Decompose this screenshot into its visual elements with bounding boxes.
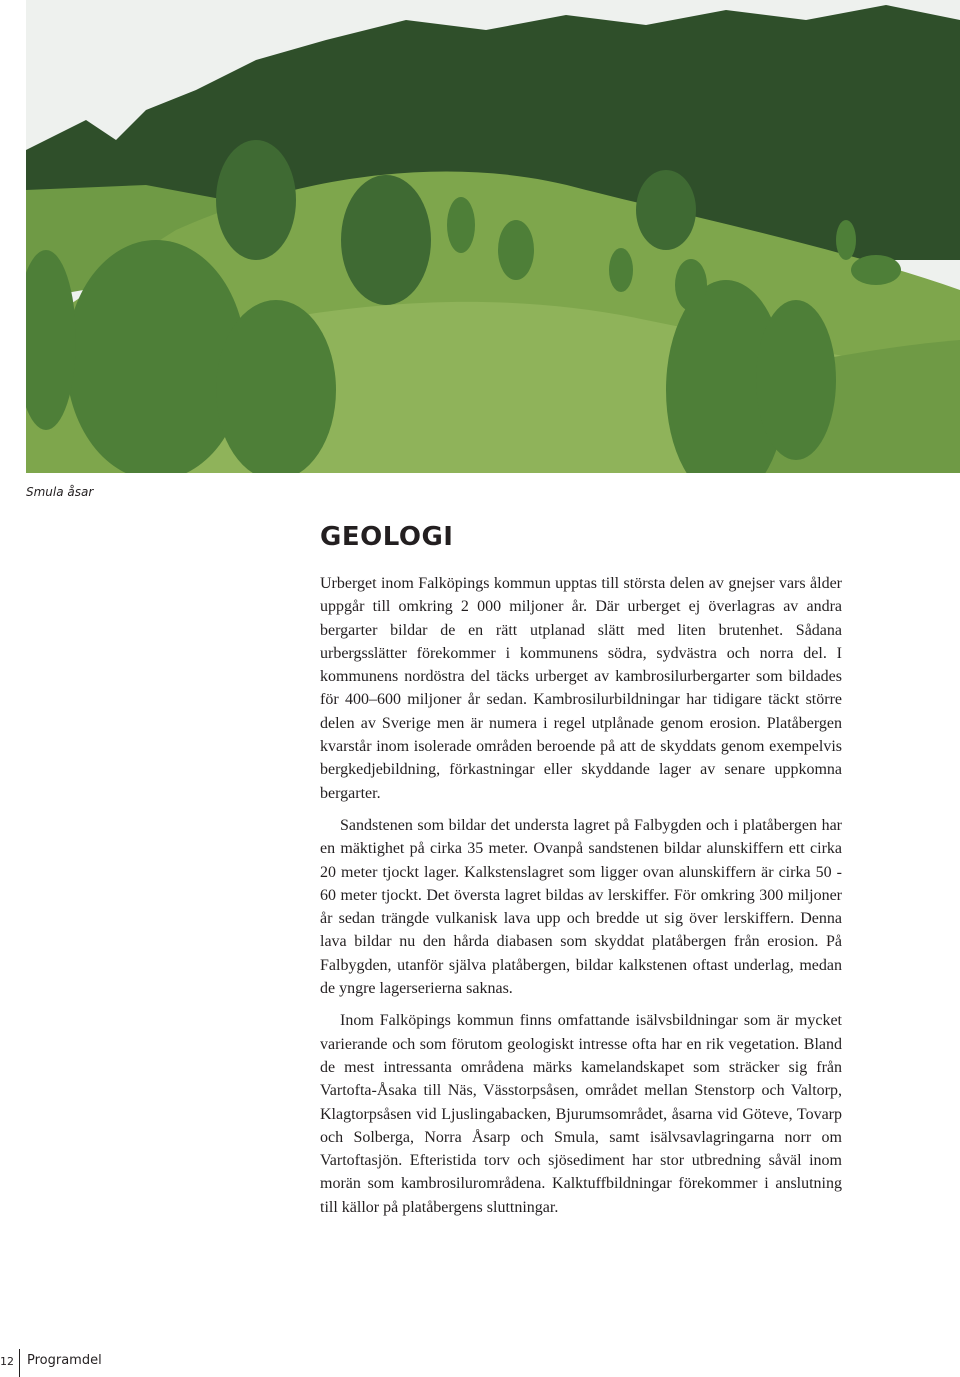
page-number: 12 (0, 1355, 14, 1368)
paragraph-1: Urberget inom Falköpings kommun upptas till största delen av gnejser vars ålder uppgår till omkring 2 000 miljoner år. Där urberget ej överlagras av andra bergarter bildar de en rätt utplanad slätt med liten brutenhet. Sådana urbergsslätter förekommer i kommunens södra, sydvästra och norra del. I kommunens nordöstra del täcks urberget av kambrosilurbergarter som bildades för 400–600 miljoner år sedan. Kambrosilurbildningar har tidigare täckt större delen av Sverige men är numera i regel utplånade genom erosion. Platåbergen kvarstår inom isolerade områden beroende på att de skyddats genom exempelvis bergkedjebildning, förkastningar eller skyddande lager av senare uppkomna bergarter. (320, 575, 842, 802)
section-label: Programdel (27, 1353, 102, 1368)
landscape-photo (26, 0, 960, 473)
paragraph-3: Inom Falköpings kommun finns omfattande isälvsbildningar som är mycket varierande och som förutom geologiskt intresse ofta har en rik vegetation. Bland de mest intressanta områdena märks kamelandskapet som sträcker sig från Vartofta-Åsaka till Näs, Vässtorpsåsen, området mellan Stenstorp och Valtorp, Klagtorpsåsen vid Ljuslingabacken, Bjurumsområdet, åsarna vid Göteve, Tovarp och Solberga, Norra Åsarp och Smula, samt isälvsavlagringarna norr om Vartoftasjön. Efteristida torv och sjösediment har stor utbredning såväl inom morän som kambrosilurområdena. Kalktuffbildningar förekommer i anslutning till källor på platåbergens sluttningar. (320, 1012, 842, 1216)
section-heading: GEOLOGI (320, 522, 454, 552)
body-text (320, 572, 842, 1228)
photo-caption: Smula åsar (26, 485, 94, 499)
paragraph-2: Sandstenen som bildar det understa lagret på Falbygden och i platåbergen har en mäktighet på cirka 35 meter. Ovanpå sandstenen bildar alunskiffern ett cirka 20 meter tjockt lager. Kalkstenslagret som ligger ovan alunskiffern är cirka 50 - 60 meter tjockt. Det översta lagret bildas av lerskiffer. För omkring 300 miljoner år sedan trängde vulkanisk lava upp och bredde ut sig över lerskiffern. Denna lava bildar nu den hårda diabasen som skyddat platåbergen från erosion. På Falbygden, utanför själva platåbergen, bildar kalkstenen oftast underlag, medan de yngre lagerserierna saknas. (320, 816, 842, 998)
footer-divider (19, 1349, 20, 1377)
